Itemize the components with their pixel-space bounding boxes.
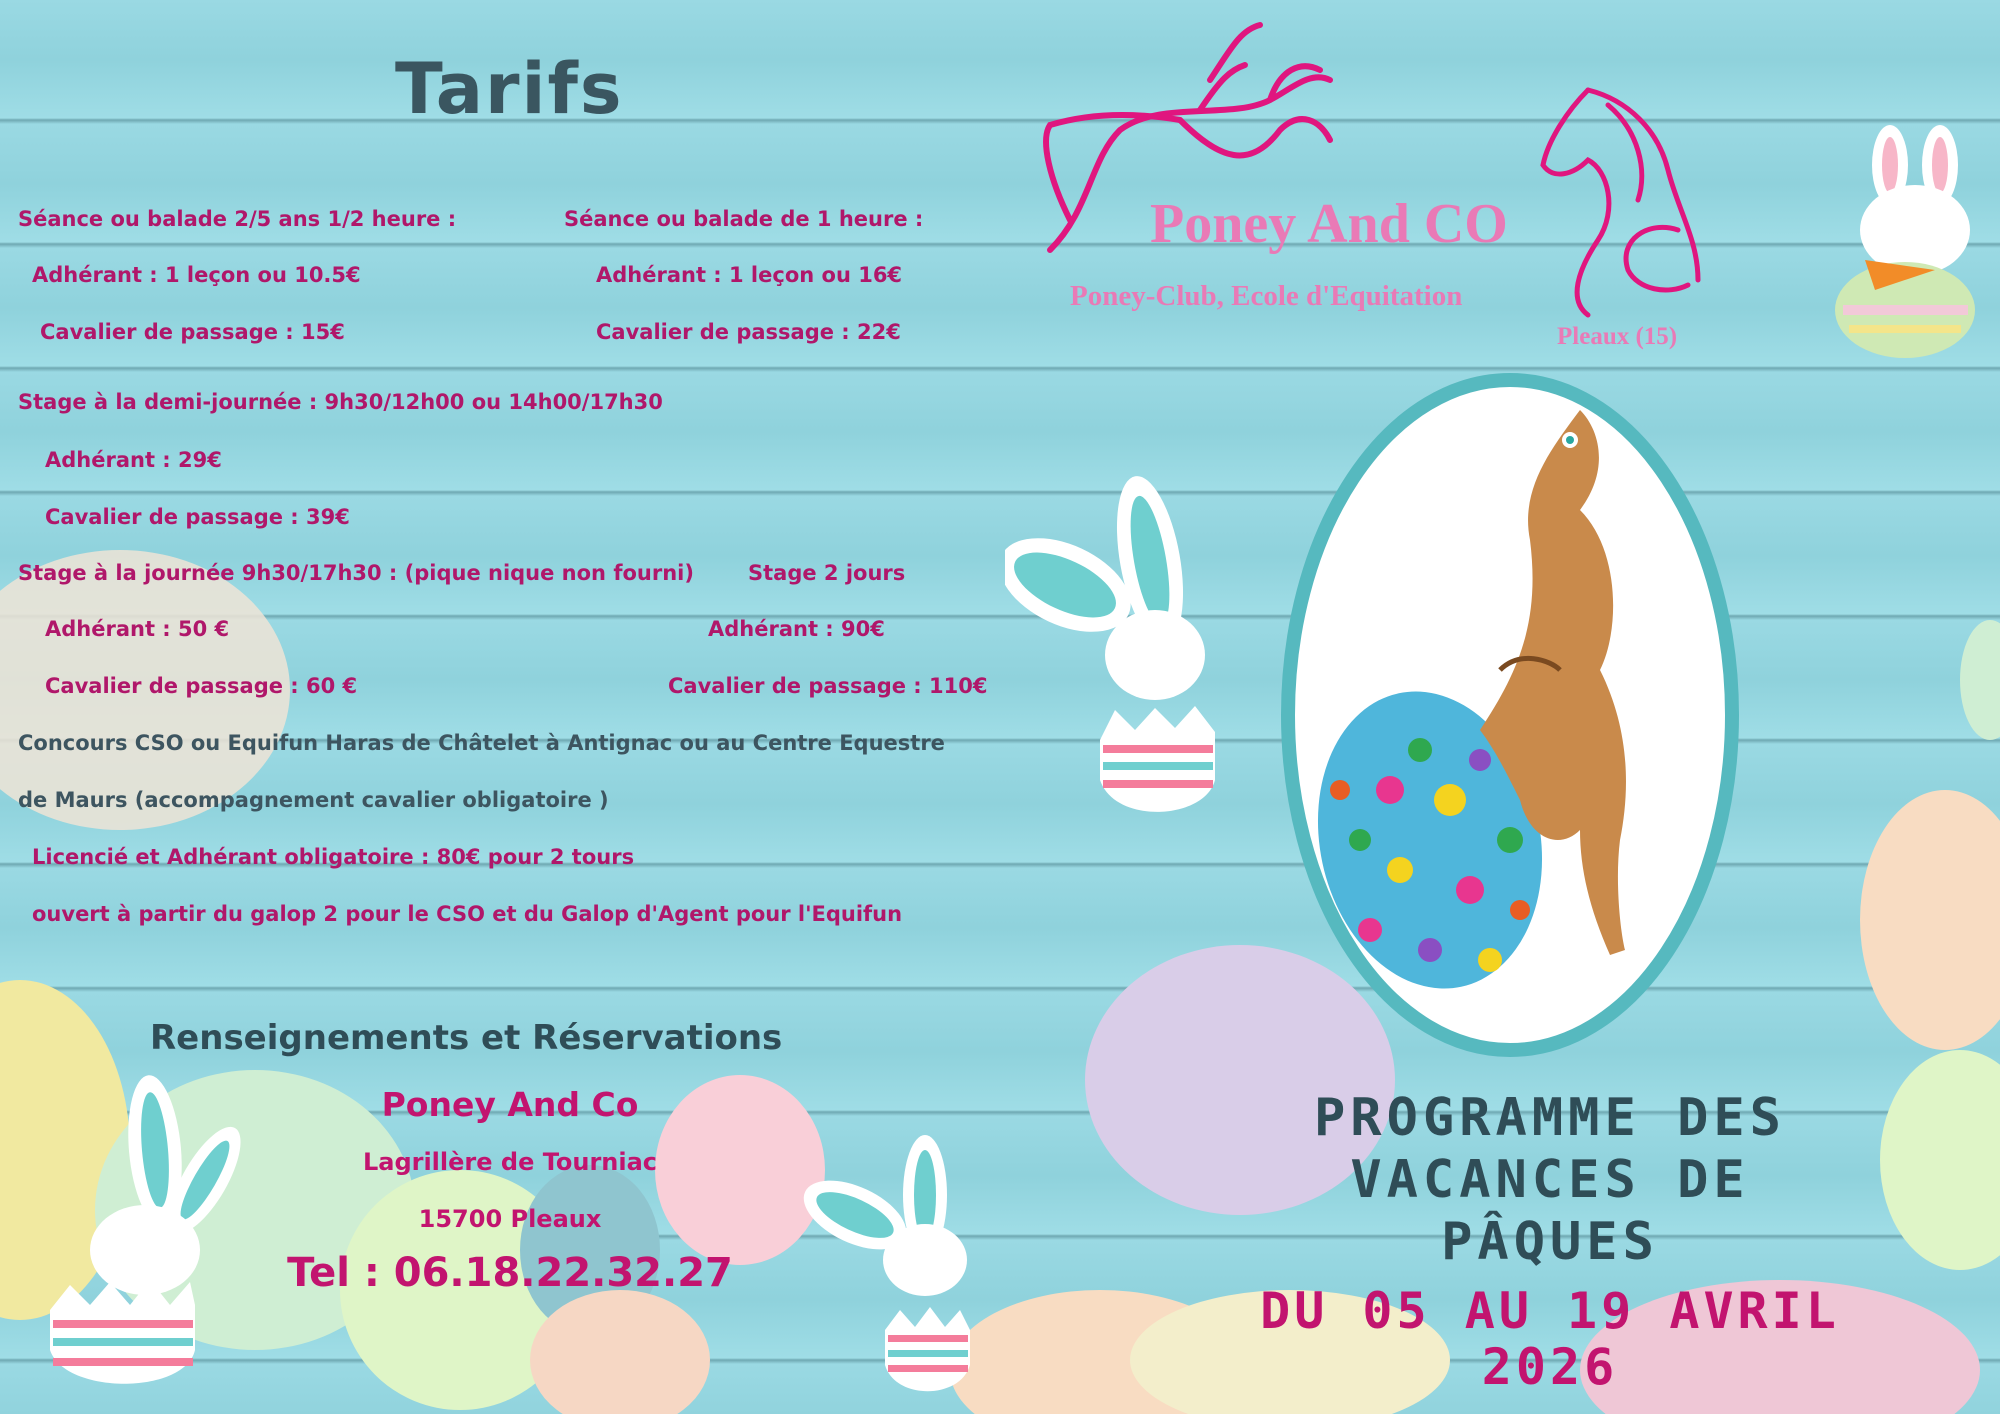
tarif-line: Cavalier de passage : 39€ xyxy=(45,505,350,529)
tarif-line: Séance ou balade de 1 heure : xyxy=(564,207,924,231)
contact-name: Poney And Co xyxy=(381,1085,639,1124)
contact-title: Renseignements et Réservations xyxy=(150,1018,783,1058)
tarif-line: de Maurs (accompagnement cavalier obligatoire ) xyxy=(18,788,609,812)
logo-name: Poney And CO xyxy=(1150,193,1508,255)
bunny-in-egg-icon xyxy=(45,1070,245,1400)
tarif-line: Stage à la demi-journée : 9h30/12h00 ou 14h00/17h30 xyxy=(18,390,663,414)
tarif-line: Cavalier de passage : 15€ xyxy=(40,320,345,344)
contact-address-line: Lagrillère de Tourniac xyxy=(362,1148,658,1176)
programme-title-line: VACANCES DE xyxy=(1350,1150,1750,1210)
tarif-line: Concours CSO ou Equifun Haras de Châtelet à Antignac ou au Centre Equestre xyxy=(18,731,945,755)
tarif-line: Adhérant : 90€ xyxy=(708,617,885,641)
logo-subtitle: Poney-Club, Ecole d'Equitation xyxy=(1070,280,1463,312)
contact-address-line: 15700 Pleaux xyxy=(418,1205,602,1233)
bunny-in-egg-icon xyxy=(1815,120,1995,360)
programme-dates: DU 05 AU 19 AVRIL xyxy=(1260,1282,1840,1340)
programme-title-line: PÂQUES xyxy=(1441,1212,1659,1272)
tarif-line: Adhérant : 1 leçon ou 10.5€ xyxy=(32,263,361,287)
tarifs-title: Tarifs xyxy=(395,48,624,130)
tarif-line: Adhérant : 29€ xyxy=(45,448,222,472)
tarif-line: Adhérant : 1 leçon ou 16€ xyxy=(596,263,903,287)
tarif-line: Séance ou balade 2/5 ans 1/2 heure : xyxy=(18,207,457,231)
tarif-line: Adhérant : 50 € xyxy=(45,617,230,641)
programme-title-line: PROGRAMME DES xyxy=(1314,1088,1786,1148)
logo-town: Pleaux (15) xyxy=(1557,323,1678,350)
tarif-line: Cavalier de passage : 110€ xyxy=(668,674,988,698)
contact-phone: Tel : 06.18.22.32.27 xyxy=(287,1250,733,1296)
easter-egg-icon xyxy=(1960,620,2000,740)
programme-dates: 2026 xyxy=(1481,1338,1619,1396)
tarif-line: Stage 2 jours xyxy=(748,561,906,585)
horse-head-logo-icon xyxy=(1528,80,1718,320)
tarif-line: ouvert à partir du galop 2 pour le CSO et du Galop d'Agent pour l'Equifun xyxy=(32,902,903,926)
tarif-line: Stage à la journée 9h30/17h30 : (pique nique non fourni) xyxy=(18,561,694,585)
bunny-in-egg-icon xyxy=(800,1135,1000,1405)
tarif-line: Cavalier de passage : 22€ xyxy=(596,320,901,344)
tarif-line: Cavalier de passage : 60 € xyxy=(45,674,358,698)
easter-egg-icon xyxy=(1860,790,2000,1050)
tarif-line: Licencié et Adhérant obligatoire : 80€ pour 2 tours xyxy=(32,845,635,869)
cartoon-horse-with-egg-image xyxy=(1280,370,1740,1060)
bunny-in-egg-icon xyxy=(1005,470,1255,830)
